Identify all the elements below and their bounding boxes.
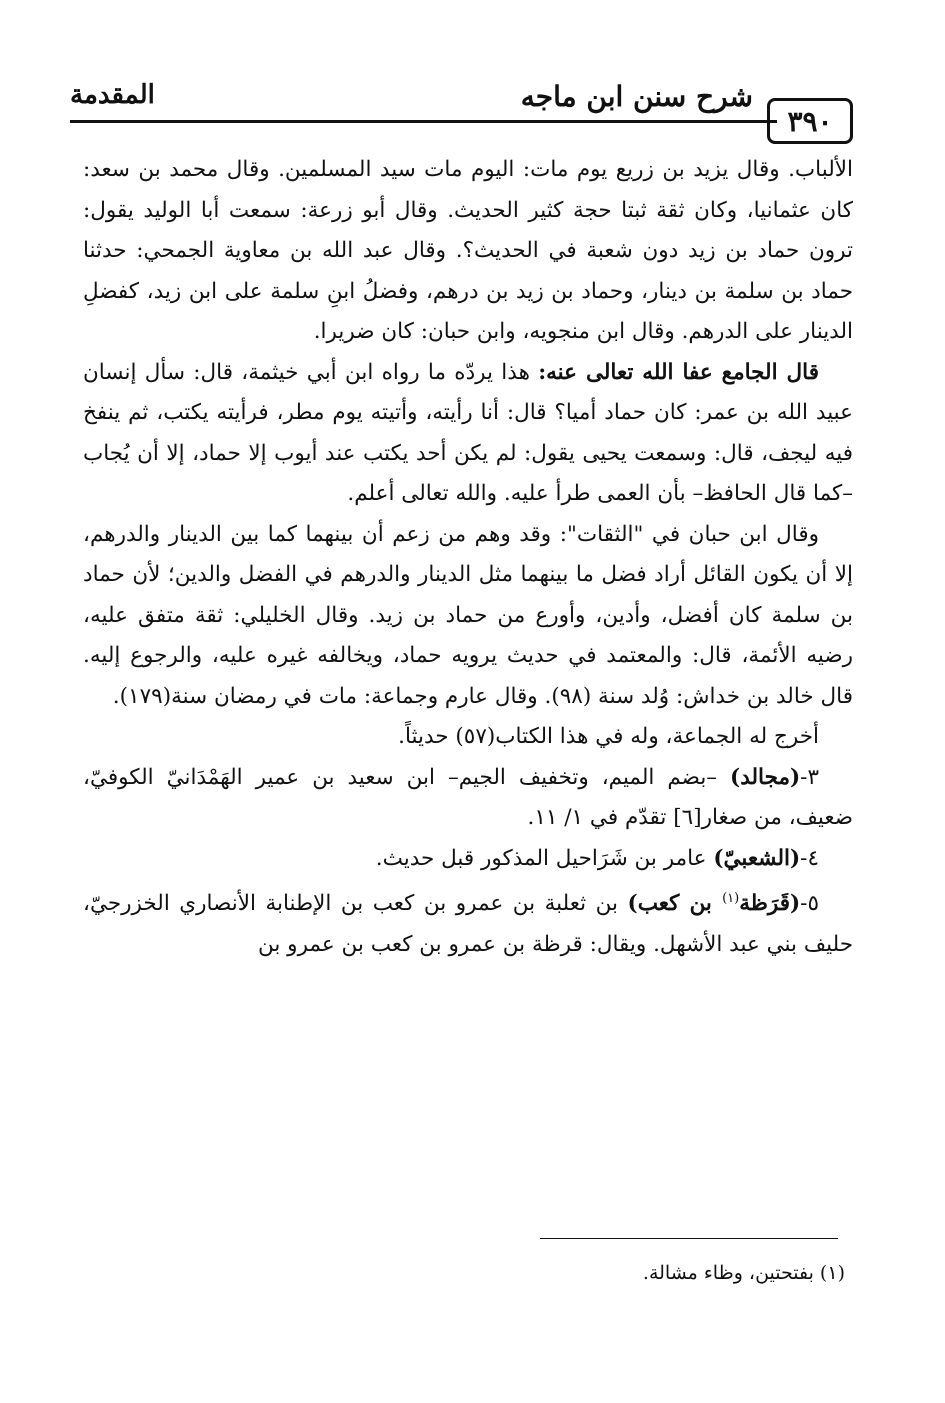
entry-number: ٥- — [800, 891, 819, 917]
narrator-name: (الشعبيّ) — [713, 845, 801, 871]
paragraph-4: أخرج له الجماعة، وله في هذا الكتاب(٥٧) حديثاً. — [398, 724, 819, 749]
entry-number: ٣- — [800, 764, 819, 790]
narrator-entry-3 — [83, 758, 853, 839]
page-number-badge — [767, 98, 853, 144]
footnote-rule — [540, 1238, 838, 1239]
page-header — [70, 70, 853, 138]
header-rule — [70, 120, 777, 123]
page-number: ٣٩٠ — [787, 104, 833, 138]
narrator-entry-5 — [83, 879, 853, 965]
paragraph-2 — [83, 353, 853, 515]
narrator-name: (مجالد) — [730, 764, 801, 790]
footnote-marker: (١) — [722, 891, 740, 906]
paragraph-1: الألباب. وقال يزيد بن زريع يوم مات: اليوم مات سيد المسلمين. وقال محمد بن سعد: كان عثمانيا، وكان ثقة ثبتا حجة كثير الحديث. وقال أبو زرعة: سمعت أبا الوليد يقول: ترون حماد بن زيد دون شعبة في الحديث؟. وقال عبد الله بن معاوية الجمحي: حدثنا حماد بن سلمة بن دينار، وحماد بن زيد بن درهم، وفضلُ ابنِ سلمة على ابن زيد، كفضلِ الدينار على الدرهم. وقال ابن منجويه، وابن حبان: كان ضريرا. — [83, 157, 853, 344]
entry-number: ٤- — [800, 845, 819, 871]
entry-text: –بضم الميم، وتخفيف الجيم– ابن سعيد بن عمير الهَمْدَانيّ الكوفيّ، ضعيف، من صغار[٦] تقدّم في ١/ ١١. — [83, 764, 853, 830]
book-title: شرح سنن ابن ماجه — [520, 80, 753, 113]
narrator-entry-4 — [83, 839, 853, 880]
paragraph-3: وقال ابن حبان في "الثقات": وقد وهم من زعم أن بينهما كما بين الدينار والدرهم، إلا أن يكون القائل أراد فضل ما بينهما مثل الدينار والدرهم في الفضل والدين؛ لأن حماد بن سلمة كان أفضل، وأدين، وأورع من حماد بن زيد. وقال الخليلي: ثقة متفق عليه، رضيه الأئمة، قال: والمعتمد في حديث يرويه حماد، ويخالفه غيره عليه، والرجوع إليه. قال خالد بن خداش: وُلد سنة (٩٨). وقال عارم وجماعة: مات في رمضان سنة(١٧٩). — [83, 521, 853, 709]
narrator-name: (قَرَظة — [739, 891, 801, 917]
body-text — [83, 150, 853, 965]
section-title: المقدمة — [70, 80, 155, 110]
entry-text: عامر بن شَرَاحيل المذكور قبل حديث. — [375, 845, 714, 871]
compiler-note-lead: قال الجامع عفا الله تعالى عنه: — [538, 359, 819, 385]
narrator-name-cont: بن كعب) — [627, 891, 723, 917]
footnote: (١) بفتحتين، وظاء مشالة. — [642, 1262, 845, 1284]
paragraph-2-text: هذا يردّه ما رواه ابن أبي خيثمة، قال: سأل إنسان عبيد الله بن عمر: كان حماد أميا؟ قال: أنا رأيته، وأتيته يوم مطر، فرأيته يكتب، ثم ينفخ فيه ليجف، قال: وسمعت يحيى يقول: لم يكن أحد يكتب عند أيوب إلا حماد، إلا أن يُجاب –كما قال الحافظ– بأن العمى طرأ عليه. والله تعالى أعلم. — [83, 359, 853, 506]
entry-text: بن ثعلبة بن عمرو بن كعب بن الإطنابة الأنصاري الخزرجيّ، حليف بني عبد الأشهل. ويقال: قرظة بن عمرو بن كعب بن عمرو بن — [83, 891, 853, 957]
